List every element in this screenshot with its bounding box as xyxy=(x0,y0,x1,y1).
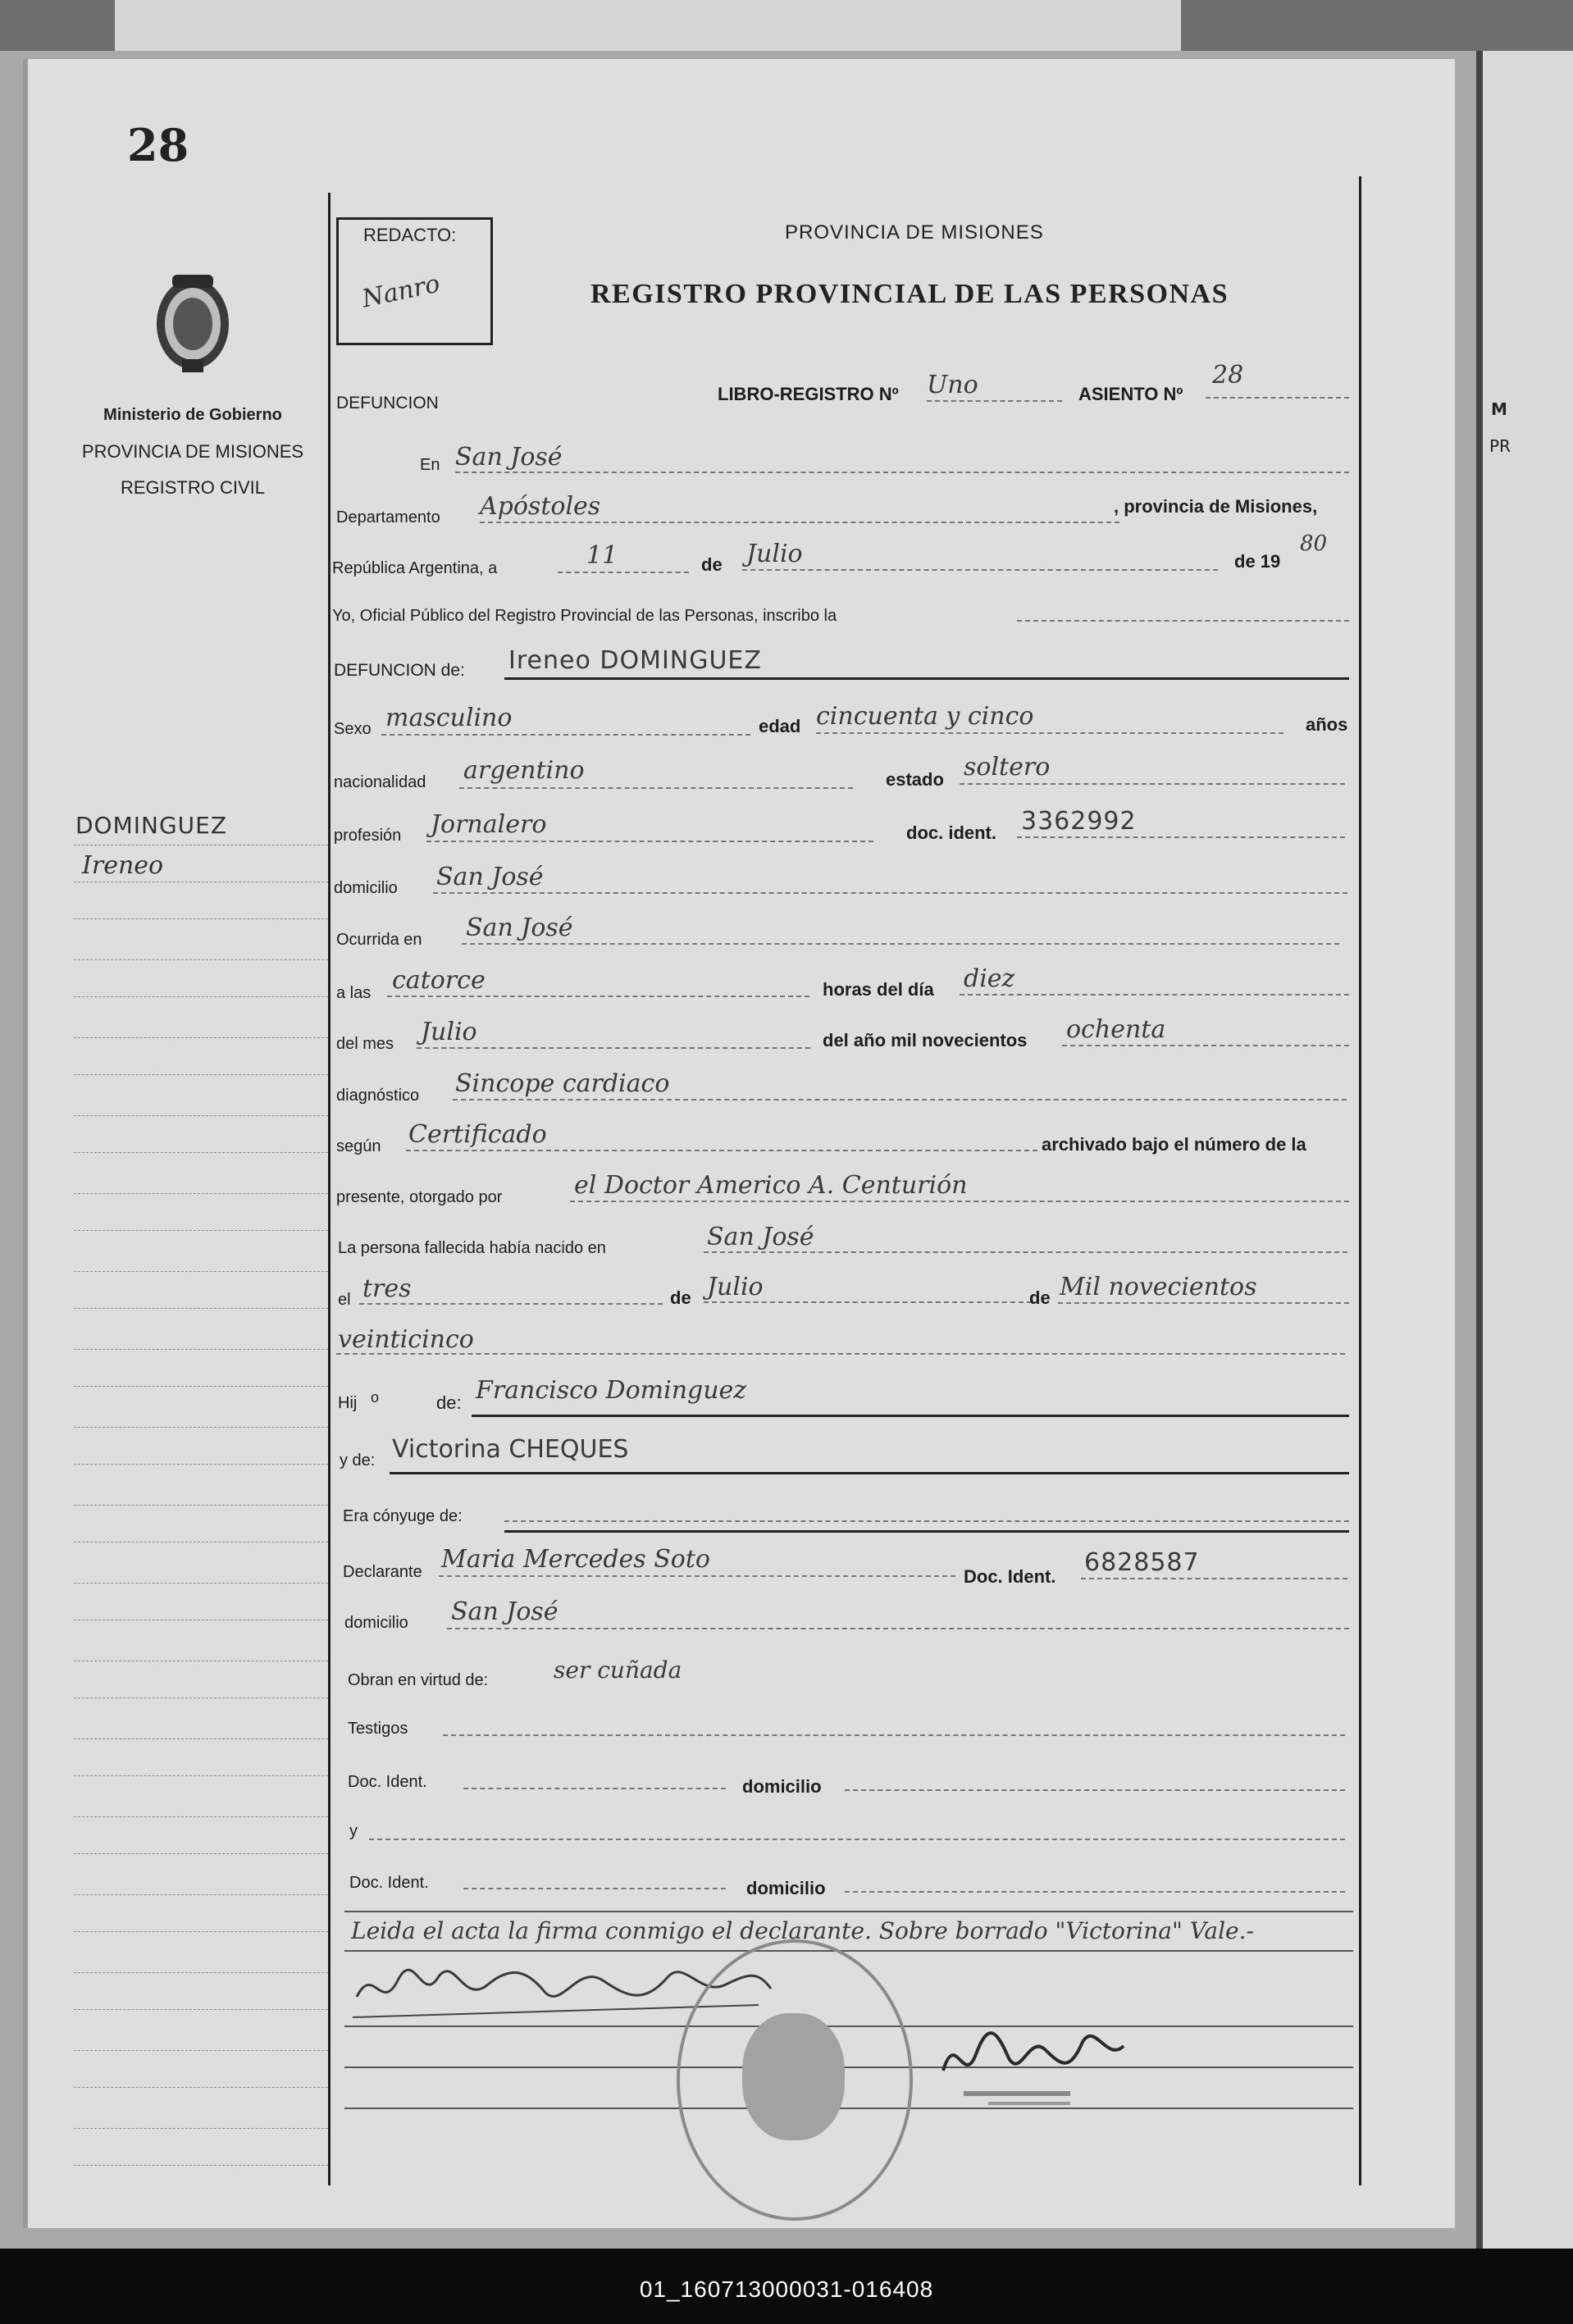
doc2-label: Doc. Ident. xyxy=(349,1874,429,1892)
nac-year-a-line xyxy=(1058,1302,1349,1304)
segun-value: Certificado xyxy=(408,1120,547,1149)
dia-label: horas del día xyxy=(823,979,934,1000)
nac-year-b: veinticinco xyxy=(338,1325,474,1354)
stamp-emblem xyxy=(742,2013,845,2140)
mother-name: Victorina CHEQUES xyxy=(392,1435,629,1464)
nacionalidad-line xyxy=(459,787,853,789)
defuncion-de-label: DEFUNCION de: xyxy=(334,661,465,680)
nac-fecha-de2: de xyxy=(1029,1287,1051,1308)
nac-fecha-de: de xyxy=(670,1287,691,1308)
libro-label: LIBRO-REGISTRO Nº xyxy=(718,384,899,404)
en-value: San José xyxy=(455,443,563,472)
margin-given-name: Ireneo xyxy=(82,851,164,880)
official-signature xyxy=(939,2013,1136,2115)
obran-label: Obran en virtud de: xyxy=(348,1671,489,1689)
fecha-day-line xyxy=(558,572,689,573)
testigos-line xyxy=(443,1734,1345,1736)
decl-domicilio-line xyxy=(447,1628,1349,1629)
father-line xyxy=(472,1415,1349,1417)
obran-value: ser cuñada xyxy=(554,1656,682,1684)
fecha-label: República Argentina, a xyxy=(332,559,498,577)
conyuge-rule xyxy=(504,1530,1349,1533)
fecha-year: 80 xyxy=(1300,531,1328,556)
diagnostico-label: diagnóstico xyxy=(336,1087,420,1105)
redacto-label: REDACTO: xyxy=(363,225,457,245)
nac-year-b-line xyxy=(336,1353,1345,1355)
image-id-caption: 01_160713000031-016408 xyxy=(639,2276,934,2302)
mes-value: Julio xyxy=(421,1018,477,1046)
y-label: y xyxy=(349,1822,358,1840)
nac-fecha-month: Julio xyxy=(707,1273,764,1301)
nac-fecha-day: tres xyxy=(362,1274,412,1303)
fecha-day: 11 xyxy=(586,541,618,570)
declarante-label: Declarante xyxy=(343,1563,422,1581)
hora-label: a las xyxy=(336,984,372,1002)
declarante-line xyxy=(439,1575,955,1577)
declarante-doc-line xyxy=(1081,1578,1347,1579)
deceased-name: Ireneo DOMINGUEZ xyxy=(508,646,762,675)
right-page-text-a: M xyxy=(1491,399,1507,419)
diagnostico-value: Sincope cardiaco xyxy=(455,1069,670,1098)
declarante-value: Maria Mercedes Soto xyxy=(441,1545,710,1574)
right-page xyxy=(1476,51,1573,2249)
father-name: Francisco Dominguez xyxy=(476,1376,747,1405)
yo-line xyxy=(1017,620,1349,622)
nac-fecha-label: el xyxy=(338,1291,351,1309)
doc2-domicilio-line xyxy=(845,1891,1345,1893)
doc-ident-value: 3362992 xyxy=(1021,807,1137,836)
nacido-line xyxy=(704,1251,1347,1253)
nacionalidad-value: argentino xyxy=(463,756,585,785)
doc1-label: Doc. Ident. xyxy=(348,1773,427,1791)
nacionalidad-label: nacionalidad xyxy=(334,773,426,791)
ano-label: del año mil novecientos xyxy=(823,1030,1028,1050)
libro-value: Uno xyxy=(927,371,978,399)
hijo-suffix: o xyxy=(371,1389,380,1406)
ocurrida-line xyxy=(462,943,1339,945)
en-line xyxy=(455,472,1349,473)
ano-line xyxy=(1062,1045,1349,1046)
ocurrida-label: Ocurrida en xyxy=(336,931,422,949)
sexo-label: Sexo xyxy=(334,720,372,738)
closing-rule-top xyxy=(344,1911,1353,1912)
declarante-doc-label: Doc. Ident. xyxy=(964,1566,1056,1587)
act-type: DEFUNCION xyxy=(336,394,439,412)
presente-value: el Doctor Americo A. Centurión xyxy=(574,1171,968,1200)
fecha-month: Julio xyxy=(746,540,803,568)
registry-title: REGISTRO PROVINCIAL DE LAS PERSONAS xyxy=(590,279,1229,309)
estado-line xyxy=(960,783,1345,785)
coat-of-arms-seal xyxy=(148,271,238,377)
nacido-label: La persona fallecida había nacido en xyxy=(338,1239,606,1257)
libro-line xyxy=(927,400,1062,402)
profesion-line xyxy=(426,841,873,842)
redacto-value: Nanro xyxy=(359,269,443,314)
segun-line xyxy=(406,1150,1037,1151)
edad-line xyxy=(816,732,1283,734)
estado-label: estado xyxy=(886,769,944,790)
decl-domicilio-value: San José xyxy=(451,1597,559,1626)
hijo-label: Hij xyxy=(338,1394,358,1412)
mes-label: del mes xyxy=(336,1035,394,1053)
doc1-line xyxy=(463,1788,726,1789)
departamento-line xyxy=(480,522,1119,523)
mes-line xyxy=(417,1047,810,1049)
previous-page-scrap xyxy=(115,0,1181,57)
profesion-label: profesión xyxy=(334,827,402,845)
nac-month-line xyxy=(704,1301,1032,1303)
domicilio-line xyxy=(433,892,1347,894)
deceased-name-line xyxy=(504,677,1349,680)
nac-year-a: Mil novecientos xyxy=(1060,1273,1257,1301)
fecha-de: de xyxy=(701,554,723,575)
diagnostico-line xyxy=(453,1099,1347,1100)
edad-value: cincuenta y cinco xyxy=(816,702,1034,731)
en-label: En xyxy=(420,456,440,474)
nacido-value: San José xyxy=(707,1223,814,1251)
departamento-label: Departamento xyxy=(336,508,440,526)
segun-label: según xyxy=(336,1137,381,1155)
edad-label: edad xyxy=(759,716,801,736)
estado-value: soltero xyxy=(964,753,1051,782)
decl-domicilio-label: domicilio xyxy=(344,1614,408,1632)
page-number: 28 xyxy=(127,119,189,171)
doc1-domicilio: domicilio xyxy=(742,1776,822,1797)
dia-value: diez xyxy=(964,964,1015,993)
domicilio-label: domicilio xyxy=(334,879,398,897)
doc-ident-label: doc. ident. xyxy=(906,823,996,843)
conyuge-line xyxy=(504,1520,1349,1522)
hora-value: catorce xyxy=(392,966,486,995)
testigos-label: Testigos xyxy=(348,1720,408,1738)
anos-label: años xyxy=(1306,714,1348,735)
margin-surname: DOMINGUEZ xyxy=(75,812,228,839)
doc-ident-line xyxy=(1017,836,1345,838)
civil-registry-label: REGISTRO CIVIL xyxy=(120,477,266,498)
presente-label: presente, otorgado por xyxy=(336,1188,503,1206)
ano-value: ochenta xyxy=(1066,1015,1166,1044)
doc2-domicilio: domicilio xyxy=(746,1878,826,1898)
fecha-month-line xyxy=(742,569,1218,571)
hora-line xyxy=(387,996,809,997)
provincia-suffix: , provincia de Misiones, xyxy=(1114,496,1318,517)
declarante-doc-value: 6828587 xyxy=(1084,1548,1200,1577)
hijo-de-label: de: xyxy=(436,1392,462,1413)
ocurrida-value: San José xyxy=(466,914,573,942)
conyuge-label: Era cónyuge de: xyxy=(343,1507,463,1525)
sexo-line xyxy=(381,734,750,736)
profesion-value: Jornalero xyxy=(431,810,547,839)
domicilio-value: San José xyxy=(436,863,544,891)
y-de-label: y de: xyxy=(340,1451,376,1470)
asiento-value: 28 xyxy=(1212,361,1244,390)
doc2-line xyxy=(463,1888,726,1889)
province-heading: PROVINCIA DE MISIONES xyxy=(785,221,1044,244)
presente-line xyxy=(570,1201,1349,1202)
doc1-domicilio-line xyxy=(845,1789,1345,1791)
left-frame-line xyxy=(328,193,331,2185)
closing-note: Leida el acta la firma conmigo el declarante. Sobre borrado "Victorina" Vale.- xyxy=(351,1917,1254,1944)
asiento-label: ASIENTO Nº xyxy=(1078,384,1183,404)
right-frame-line xyxy=(1359,176,1361,2185)
asiento-line xyxy=(1206,397,1349,399)
dia-line xyxy=(960,994,1349,996)
sexo-value: masculino xyxy=(385,704,513,732)
ministry-name: Ministerio de Gobierno xyxy=(103,406,282,424)
segun-suffix: archivado bajo el número de la xyxy=(1042,1134,1306,1155)
right-page-text-b: PR xyxy=(1489,436,1511,456)
departamento-value: Apóstoles xyxy=(480,492,601,521)
fecha-year-label: de 19 xyxy=(1234,551,1281,572)
y-line xyxy=(369,1839,1345,1840)
yo-label: Yo, Oficial Público del Registro Provincial de las Personas, inscribo la xyxy=(332,607,837,625)
mother-line xyxy=(390,1472,1349,1474)
redacto-box xyxy=(336,217,493,345)
province-label: PROVINCIA DE MISIONES xyxy=(81,441,304,462)
nac-day-line xyxy=(359,1303,663,1305)
